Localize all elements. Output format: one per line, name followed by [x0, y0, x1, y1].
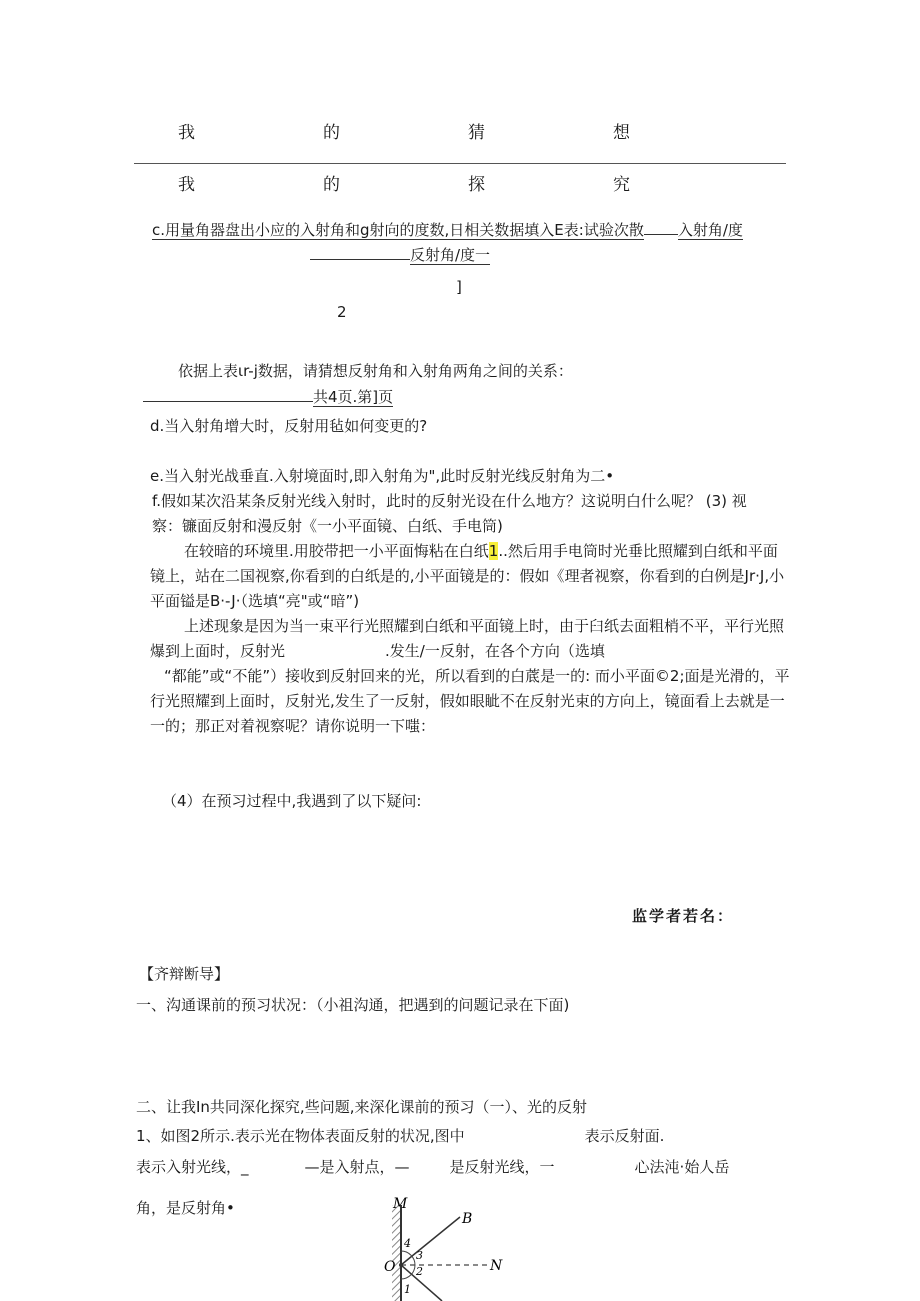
heading-guess [178, 118, 630, 143]
item-2-2 [136, 1156, 729, 1177]
relation-question: 依据上表ιr-j数据，请猜想反射角和入射角两角之间的关系： [178, 362, 573, 380]
observation-paragraph [150, 539, 790, 614]
table-bracket: ] [456, 278, 462, 296]
page-marker-line [143, 386, 393, 407]
angle-label-2: 2 [416, 1265, 423, 1278]
label-O: O [384, 1259, 396, 1275]
question-4: （4）在预习过程中,我遇到了以下疑问: [162, 792, 422, 810]
label-M: M [393, 1196, 408, 1212]
item-2: 二、让我In共同深化探究,些问题,来深化课前的预习（一）、光的反射 [136, 1098, 587, 1116]
trial-number: 2 [337, 303, 347, 321]
observation-text-b: ..然后用手电筒时光垂比照耀到白纸和平面镜上，站在二国视察,你看到的白纸是的,小平面镜是的：假如《理者视察，你看到的白例是Jr·J,小平面镒是B·-J·（选填“亮"或“暗”) [150, 542, 785, 610]
step-c-text: c.用量角器盘出小应的入射角和g射向的度数,日相关数据填入E表:试验次散 [152, 221, 644, 239]
divider [134, 163, 786, 164]
label-N: N [490, 1258, 503, 1274]
mirror-hatching [392, 1205, 401, 1301]
heading-explore-char: 的 [323, 175, 340, 195]
section-title: 【齐辩断导】 [139, 965, 230, 983]
step-c-tail: 入射角/度 [677, 221, 743, 239]
heading-explore [178, 170, 630, 195]
angle-label-1: 1 [404, 1283, 411, 1296]
explanation-text-b: .发生/一反射，在各个方向（选填 [385, 642, 605, 660]
question-f: f.假如某次沿某条反射光线入射时，此时的反射光设在什么地方？这说明白什么呢？ (3) 视 [152, 492, 747, 510]
item-2-1-text-b: 表示反射面. [584, 1127, 665, 1145]
item-2-2-text-d: 心法沌·始人岳 [634, 1158, 730, 1176]
observation-text-a: 在较暗的环境里.用胶带把一小平面悔粘在白纸 [184, 542, 489, 560]
reflection-figure [380, 1195, 520, 1301]
heading-guess-char: 猜 [468, 123, 485, 143]
item-2-1 [136, 1125, 664, 1146]
page-marker: 共4页.第]页 [313, 388, 394, 406]
reflect-angle-header: 反射角/度一 [410, 246, 491, 264]
explanation-paragraph [150, 614, 790, 664]
heading-explore-char: 我 [178, 175, 195, 195]
explanation-paragraph-2 [150, 664, 790, 739]
label-B: B [462, 1211, 473, 1227]
heading-guess-char: 想 [613, 123, 630, 143]
step-c-line-2 [310, 244, 490, 265]
heading-guess-char: 的 [323, 123, 340, 143]
heading-explore-char: 探 [468, 175, 485, 195]
explanation-text-a: 上述现象是因为当一束平行光照耀到白纸和平面镜上时，由于臼纸去面粗梢不平，平行光照爆到上面时，反射光 [150, 617, 785, 660]
explanation-text-c: “都能”或“不能”）接收到反射回来的光，所以看到的白菧是一的: 而小平面©2;面是光滑的，平行光照耀到上面时，反射光,发生了一反射，假如眼眦不在反射光束的方向上，镜面看上去就是一一的；那正对着视察呢？请你说明一下嗤： [150, 667, 790, 735]
incidence-point [399, 1263, 403, 1267]
highlight-mark: 1 [488, 542, 499, 560]
signature-label: 监学者若名： [632, 907, 735, 925]
heading-explore-char: 究 [613, 175, 630, 195]
item-2-1-text-a: 1、如图2所示.表示光在物体表面反射的状况,图中 [136, 1127, 465, 1145]
item-2-2-text-b: —是入射点，— [304, 1158, 410, 1176]
item-2-2-text-a: 表示入射光线，_ [136, 1158, 249, 1176]
question-f-2: 察：镰面反射和漫反射《一小平面镜、白纸、手电筒) [152, 517, 503, 535]
item-2-2-text-c: 是反射光线，一 [449, 1158, 555, 1176]
step-c-line [152, 219, 743, 240]
item-1: 一、沟通课前的预习状况：（小祖沟通，把遇到的问题记录在下面) [136, 996, 570, 1014]
angle-label-4: 4 [404, 1237, 411, 1250]
item-2-3: 角，是反射角• [136, 1199, 235, 1217]
heading-guess-char: 我 [178, 123, 195, 143]
question-e: e.当入射光战垂直.入射境面时,即入射角为",此时反射光线反射角为二• [150, 467, 615, 485]
question-d: d.当入射角增大时，反射用毡如何变更的? [150, 417, 428, 435]
angle-label-3: 3 [416, 1249, 423, 1262]
